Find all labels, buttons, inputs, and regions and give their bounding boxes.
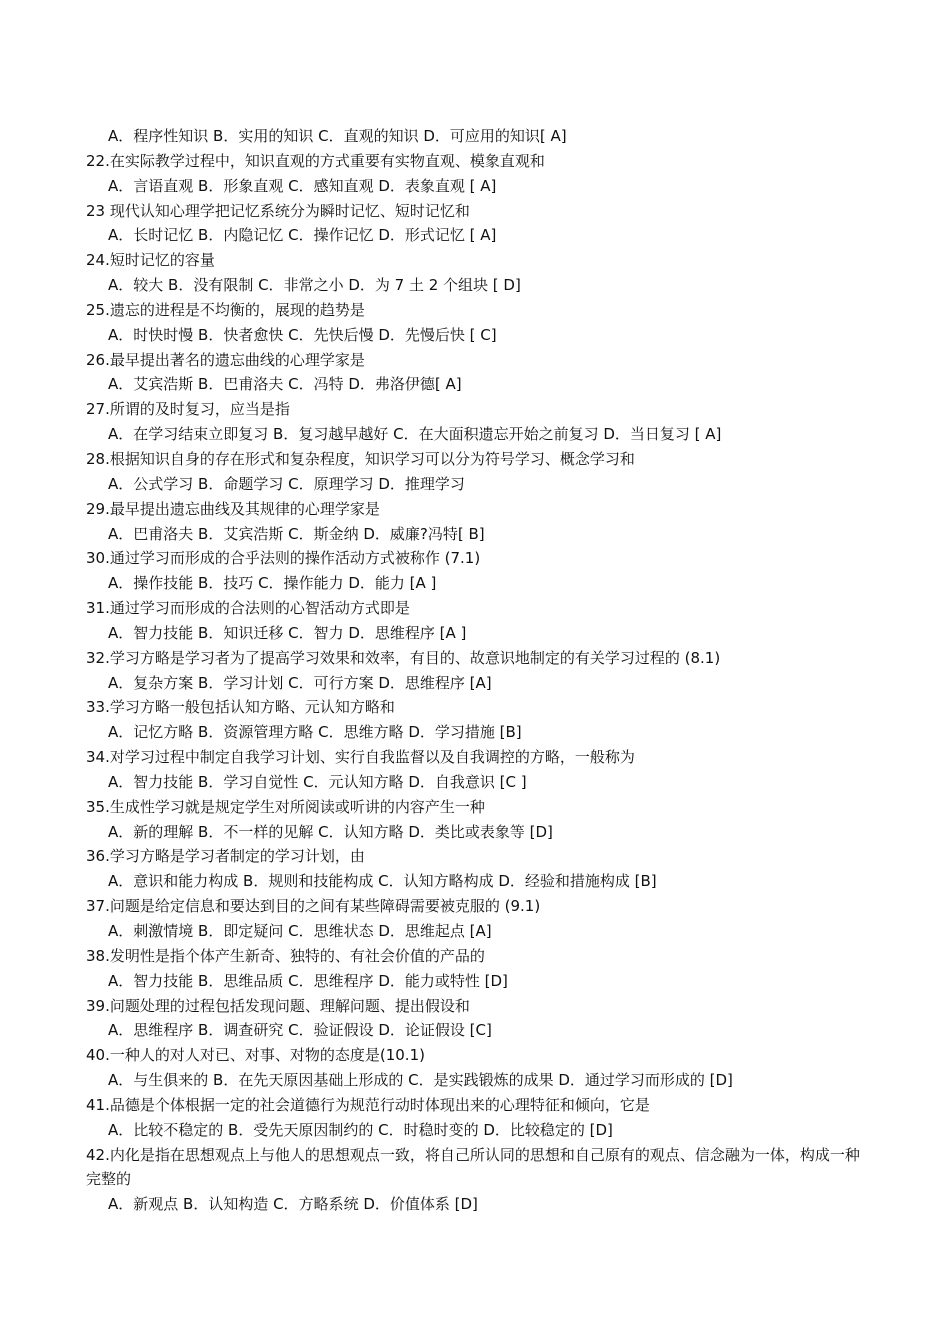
question-text: 29.最早提出遗忘曲线及其规律的心理学家是 — [86, 499, 380, 518]
answer-options: A．巴甫洛夫 B．艾宾浩斯 C．斯金纳 D．威廉?冯特[ B] — [108, 524, 485, 543]
question-text: 30.通过学习而形成的合乎法则的操作活动方式被称作 (7.1) — [86, 549, 481, 568]
question-text: 23 现代认知心理学把记忆系统分为瞬时记忆、短时记忆和 — [86, 201, 470, 220]
answer-options: A．与生俱来的 B．在先天原因基础上形成的 C．是实践锻炼的成果 D．通过学习而形成的 [D] — [108, 1071, 733, 1090]
answer-options: A．新观点 B．认知构造 C．方略系统 D．价值体系 [D] — [108, 1195, 478, 1214]
question-text: 25.遗忘的进程是不均衡的，展现的趋势是 — [86, 300, 365, 319]
question-text: 32.学习方略是学习者为了提高学习效果和效率，有目的、故意识地制定的有关学习过程的 (8.1) — [86, 648, 721, 667]
question-text: 35.生成性学习就是规定学生对所阅读或听讲的内容产生一种 — [86, 797, 485, 816]
question-text: 41.品德是个体根据一定的社会道德行为规范行动时体现出来的心理特征和倾向，它是 — [86, 1095, 650, 1114]
answer-options: A．刺激情境 B．即定疑问 C．思维状态 D．思维起点 [A] — [108, 922, 492, 940]
question-text: 28.根据知识自身的存在形式和复杂程度，知识学习可以分为符号学习、概念学习和 — [86, 449, 635, 468]
answer-options: A．长时记忆 B．内隐记忆 C．操作记忆 D．形式记忆 [ A] — [108, 226, 497, 245]
question-text: 38.发明性是指个体产生新奇、独特的、有社会价值的产品的 — [86, 946, 485, 965]
answer-options: A．智力技能 B．学习自觉性 C．元认知方略 D．自我意识 [C ] — [108, 772, 527, 791]
question-text: 36.学习方略是学习者制定的学习计划，由 — [86, 847, 365, 866]
answer-options: A．程序性知识 B．实用的知识 C．直观的知识 D．可应用的知识[ A] — [108, 127, 567, 145]
answer-options: A．思维程序 B．调查研究 C．验证假设 D．论证假设 [C] — [108, 1021, 492, 1040]
answer-options: A．较大 B．没有限制 C．非常之小 D．为 7 土 2 个组块 [ D] — [108, 276, 521, 295]
answer-options: A．新的理解 B．不一样的见解 C．认知方略 D．类比或表象等 [D] — [108, 822, 553, 841]
answer-options: A．操作技能 B．技巧 C．操作能力 D．能力 [A ] — [108, 574, 437, 593]
answer-options: A．在学习结束立即复习 B．复习越早越好 C．在大面积遗忘开始之前复习 D．当日复习 [ A] — [108, 425, 722, 444]
answer-options: A．时快时慢 B．快者愈快 C．先快后慢 D．先慢后快 [ C] — [108, 325, 497, 344]
answer-options: A．艾宾浩斯 B．巴甫洛夫 C．冯特 D．弗洛伊德[ A] — [108, 375, 462, 394]
question-text: 34.对学习过程中制定自我学习计划、实行自我监督以及自我调控的方略，一般称为 — [86, 748, 635, 767]
question-text: 24.短时记忆的容量 — [86, 251, 215, 270]
answer-options: A．智力技能 B．知识迁移 C．智力 D．思维程序 [A ] — [108, 623, 467, 642]
question-text: 22.在实际教学过程中，知识直观的方式重要有实物直观、模象直观和 — [86, 151, 545, 170]
question-text: 37.问题是给定信息和要达到目的之间有某些障碍需要被克服的 (9.1) — [86, 897, 541, 916]
answer-options: A．公式学习 B．命题学习 C．原理学习 D．推理学习 — [108, 474, 465, 493]
answer-options: A．智力技能 B．思维品质 C．思维程序 D．能力或特性 [D] — [108, 971, 508, 990]
question-text: 40.一种人的对人对已、对事、对物的态度是(10.1) — [86, 1046, 425, 1065]
question-text: 39.问题处理的过程包括发现问题、理解问题、提出假设和 — [86, 996, 470, 1015]
question-text: 26.最早提出著名的遗忘曲线的心理学家是 — [86, 350, 365, 369]
question-text: 27.所谓的及时复习，应当是指 — [86, 400, 290, 419]
question-text: 33.学习方略一般包括认知方略、元认知方略和 — [86, 698, 395, 717]
answer-options: A．复杂方案 B．学习计划 C．可行方案 D．思维程序 [A] — [108, 673, 492, 692]
question-text: 42.内化是指在思想观点上与他人的思想观点一致，将自己所认同的思想和自己原有的观点、信念融为一体，构成一种完整的 — [86, 1145, 860, 1189]
question-list — [86, 124, 871, 1217]
answer-options: A．比较不稳定的 B．受先天原因制约的 C．时稳时变的 D．比较稳定的 [D] — [108, 1120, 613, 1139]
answer-options: A．言语直观 B．形象直观 C．感知直观 D．表象直观 [ A] — [108, 176, 497, 195]
answer-options: A．意识和能力构成 B．规则和技能构成 C．认知方略构成 D．经验和措施构成 [B] — [108, 872, 657, 891]
answer-options: A．记忆方略 B．资源管理方略 C．思维方略 D．学习措施 [B] — [108, 723, 522, 742]
question-text: 31.通过学习而形成的合法则的心智活动方式即是 — [86, 599, 410, 618]
